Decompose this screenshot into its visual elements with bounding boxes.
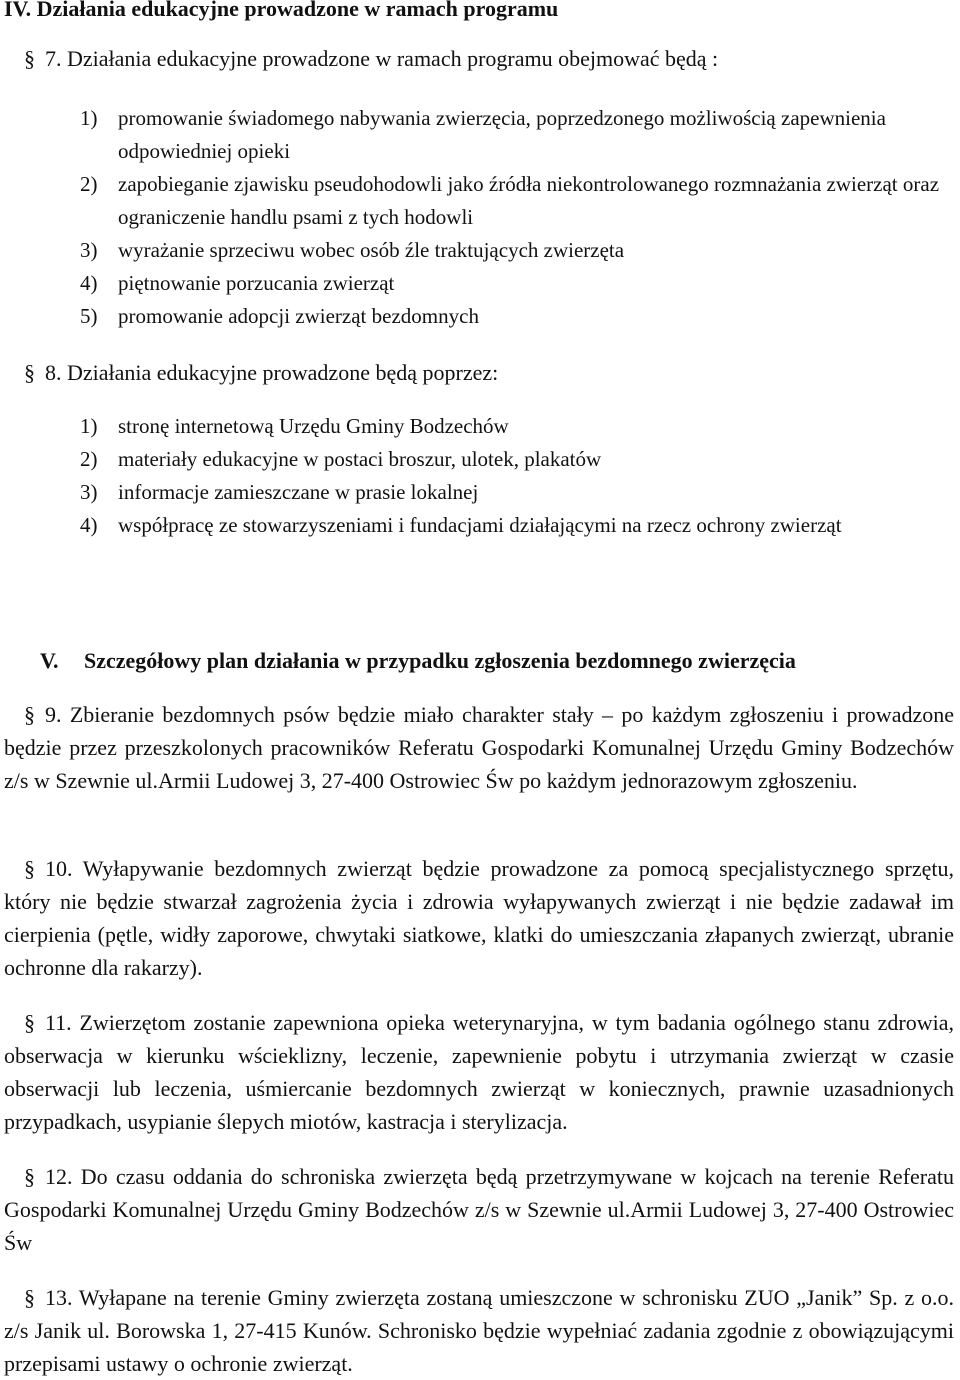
list-item: 2) zapobieganie zjawisku pseudohodowli jako źródła niekontrolowanego rozmnażania zwierząt oraz ograniczenie handlu psami z tych hodowli — [80, 172, 940, 229]
paragraph-13-text: 13. Wyłapane na terenie Gminy zwierzęta zostaną umieszczone w schronisku ZUO „Janik” Sp. z o.o. z/s Janik ul. Borowska 1, 27-415 Kunów. Schronisko będzie wypełniać zadania zgodnie z obowiązującymi przepisami ustawy o ochronie zwierząt. — [4, 1285, 954, 1376]
list-item: 1) promowanie świadomego nabywania zwierzęcia, poprzedzonego możliwością zapewnienia odpowiedniej opieki — [80, 106, 886, 163]
section-sign: § — [24, 856, 35, 881]
paragraph-13 — [4, 1281, 954, 1380]
paragraph-8-text: 8. Działania edukacyjne prowadzone będą poprzez: — [45, 360, 499, 385]
list-item: 3) informacje zamieszczane w prasie lokalnej — [80, 480, 479, 504]
section-v-title: Szczegółowy plan działania w przypadku zgłoszenia bezdomnego zwierzęcia — [84, 648, 796, 673]
paragraph-10-text: 10. Wyłapywanie bezdomnych zwierząt będzie prowadzone za pomocą specjalistycznego sprzętu, który nie będzie stwarzał zagrożenia życia i zdrowia wyłapywanych zwierząt i nie będzie zadawał im cierpienia (pętle, widły zaporowe, chwytaki siatkowe, klatki do umieszczania złapanych zwierząt, ubranie ochronne dla rakarzy). — [4, 856, 954, 980]
list-item: 4) piętnowanie porzucania zwierząt — [80, 271, 395, 295]
paragraph-12 — [4, 1160, 954, 1259]
list-item: 3) wyrażanie sprzeciwu wobec osób źle traktujących zwierzęta — [80, 238, 625, 262]
paragraph-7-text: 7. Działania edukacyjne prowadzone w ramach programu obejmować będą : — [45, 46, 719, 71]
section-sign: § — [24, 1164, 35, 1189]
list-item: 2) materiały edukacyjne w postaci broszur, ulotek, plakatów — [80, 447, 602, 471]
section-sign: § — [24, 702, 35, 727]
list-item: 5) promowanie adopcji zwierząt bezdomnych — [80, 304, 479, 328]
paragraph-7 — [4, 42, 954, 75]
section-sign: § — [24, 46, 35, 71]
section-iv-heading: IV. Działania edukacyjne prowadzone w ramach programu — [4, 0, 559, 21]
paragraph-9 — [4, 698, 954, 797]
paragraph-12-text: 12. Do czasu oddania do schroniska zwierzęta będą przetrzymywane w kojcach na terenie Referatu Gospodarki Komunalnej Urzędu Gminy Bodzechów z/s w Szewnie ul.Armii Ludowej 3, 27-400 Ostrowiec Św — [4, 1164, 954, 1255]
paragraph-9-text: 9. Zbieranie bezdomnych psów będzie miało charakter stały – po każdym zgłoszeniu i prowadzone będzie przez przeszkolonych pracowników Referatu Gospodarki Komunalnej Urzędu Gminy Bodzechów z/s w Szewnie ul.Armii Ludowej 3, 27-400 Ostrowiec Św po każdym jednorazowym zgłoszeniu. — [4, 702, 954, 793]
paragraph-8 — [4, 356, 954, 389]
list-item: 1) stronę internetową Urzędu Gminy Bodzechów — [80, 414, 509, 438]
section-v-number: V. — [40, 648, 59, 673]
list-item: 4) współpracę ze stowarzyszeniami i fundacjami działającymi na rzecz ochrony zwierząt — [80, 513, 842, 537]
section-sign: § — [24, 360, 35, 385]
section-v-heading — [40, 644, 796, 677]
list-8 — [80, 410, 940, 542]
paragraph-10 — [4, 852, 954, 984]
section-sign: § — [24, 1010, 35, 1035]
list-7 — [80, 102, 940, 333]
paragraph-11 — [4, 1006, 954, 1138]
section-sign: § — [24, 1285, 35, 1310]
paragraph-11-text: 11. Zwierzętom zostanie zapewniona opieka weterynaryjna, w tym badania ogólnego stanu zdrowia, obserwacja w kierunku wścieklizny, leczenie, zapewnienie pobytu i utrzymania zwierząt w czasie obserwacji lub leczenia, uśmiercanie bezdomnych zwierząt w koniecznych, prawnie uzasadnionych przypadkach, usypianie ślepych miotów, kastracja i sterylizacja. — [4, 1010, 954, 1134]
